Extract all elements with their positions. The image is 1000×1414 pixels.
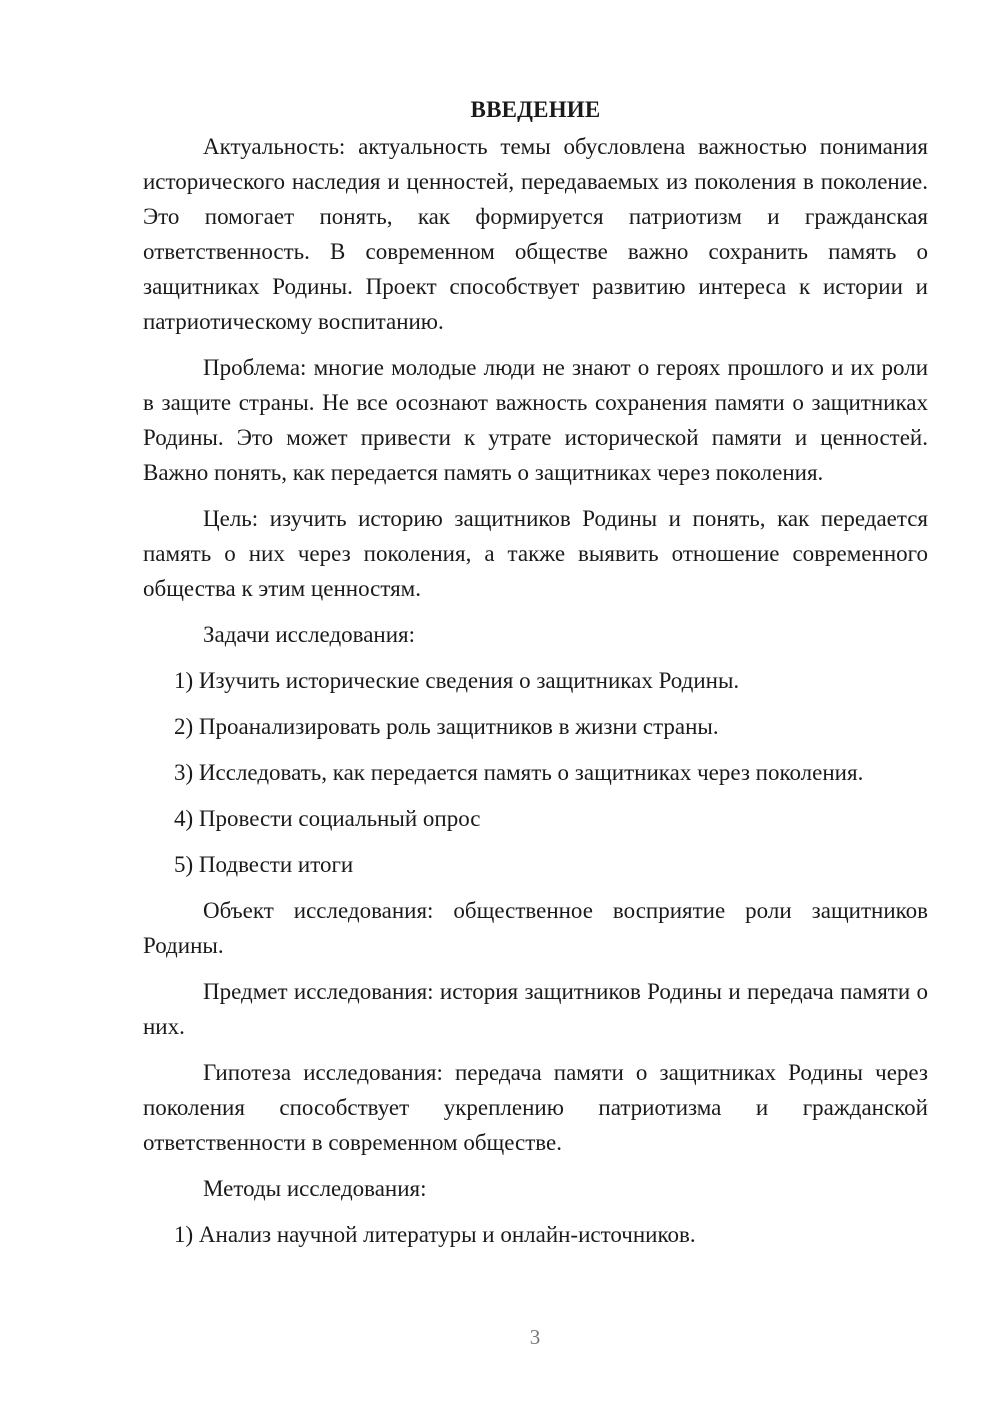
- document-page: [143, 94, 928, 1263]
- list-item: [143, 709, 928, 744]
- subject-paragraph: Предмет исследования: история защитников Родины и передача памяти о них.: [143, 979, 928, 1039]
- list-item-text: Анализ научной литературы и онлайн-источников.: [198, 1222, 696, 1247]
- goal-paragraph: Цель: изучить историю защитников Родины и понять, как передается память о них через поколения, а также выявить отношение современного общества к этим ценностям.: [143, 506, 928, 601]
- problem-paragraph: Проблема: многие молодые люди не знают о героях прошлого и их роли в защите страны. Не все осознают важность сохранения памяти о защитниках Родины. Это может привести к утрате исторической памяти и ценностей. Важно понять, как передается память о защитниках через поколения.: [143, 355, 928, 485]
- page-number: 3: [529, 1325, 541, 1349]
- hypothesis-paragraph: Гипотеза исследования: передача памяти о защитниках Родины через поколения способствует укреплению патриотизма и гражданской ответственности в современном обществе.: [143, 1060, 928, 1155]
- list-item: [143, 847, 928, 882]
- methods-heading: Методы исследования:: [203, 1176, 427, 1201]
- list-item-number: 1): [174, 1222, 194, 1247]
- list-item-number: 1): [174, 668, 194, 693]
- list-item-number: 2): [174, 714, 194, 739]
- list-item-text: Подвести итоги: [198, 852, 354, 877]
- list-item-text: Исследовать, как передается память о защитниках через поколения.: [198, 760, 864, 785]
- tasks-list: [143, 663, 928, 882]
- relevance-paragraph: Актуальность: актуальность темы обусловлена важностью понимания исторического наследия и ценностей, передаваемых из поколения в поколение. Это помогает понять, как формируется патриотизм и гражданская ответственность. В современном обществе важно сохранить память о защитниках Родины. Проект способствует развитию интереса к истории и патриотическому воспитанию.: [143, 134, 928, 334]
- list-item-text: Проанализировать роль защитников в жизни страны.: [198, 714, 719, 739]
- list-item: [143, 801, 928, 836]
- list-item: [143, 663, 928, 698]
- list-item-text: Провести социальный опрос: [198, 806, 481, 831]
- list-item: [143, 755, 928, 790]
- object-paragraph: Объект исследования: общественное восприятие роли защитников Родины.: [143, 898, 928, 958]
- list-item-number: 4): [174, 806, 194, 831]
- tasks-heading: Задачи исследования:: [203, 622, 416, 647]
- list-item-number: 5): [174, 852, 194, 877]
- section-title: ВВЕДЕНИЕ: [470, 97, 601, 122]
- methods-list: [143, 1217, 928, 1252]
- list-item-number: 3): [174, 760, 194, 785]
- list-item-text: Изучить исторические сведения о защитниках Родины.: [198, 668, 740, 693]
- list-item: [143, 1217, 928, 1252]
